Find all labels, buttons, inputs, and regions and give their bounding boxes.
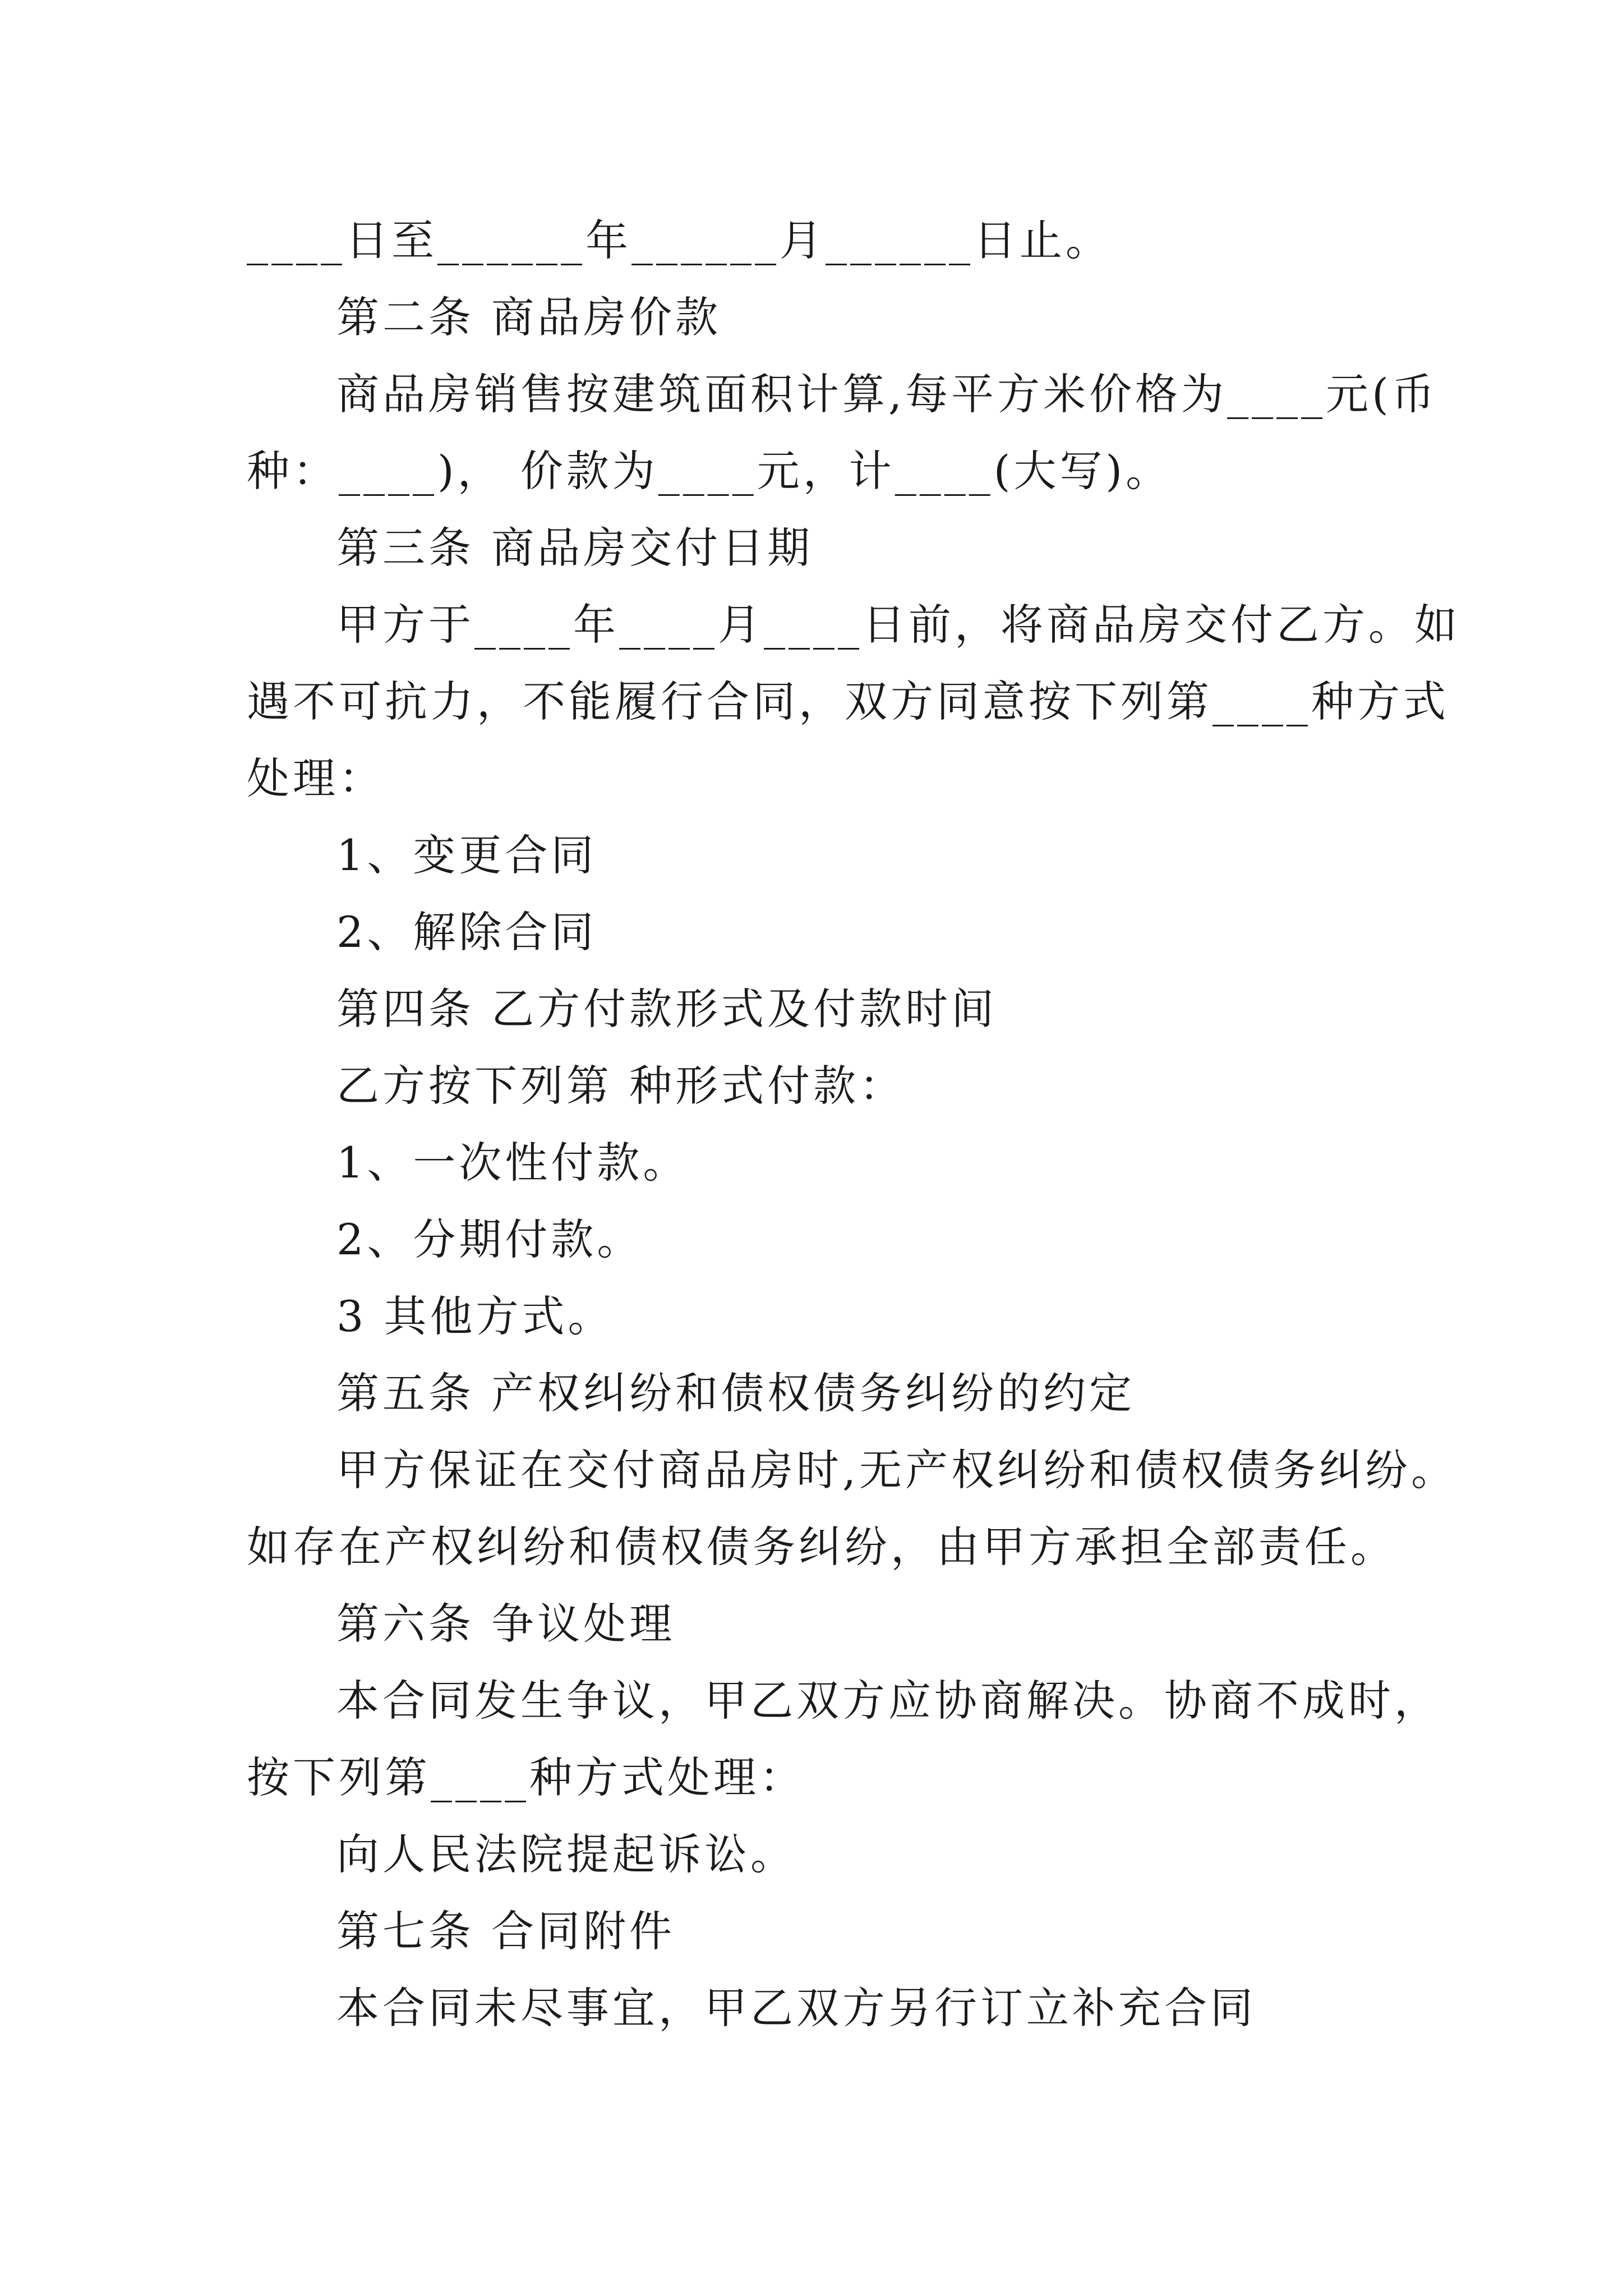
text-line: 向人民法院提起诉讼。 (336, 1829, 796, 1879)
text-line: 种：____)， 价款为____元，计____(大写)。 (247, 446, 1172, 496)
article-heading: 第二条 商品房价款 (336, 292, 722, 342)
list-item: 3 其他方式。 (336, 1291, 614, 1341)
list-item: 1、一次性付款。 (336, 1138, 689, 1188)
article-heading: 第四条 乙方付款形式及付款时间 (336, 984, 998, 1034)
text-line: 本合同未尽事宜，甲乙双方另行订立补充合同 (336, 1983, 1256, 2033)
article-heading: 第六条 争议处理 (336, 1599, 676, 1649)
text-line: 如存在产权纠纷和债权债务纠纷，由甲方承担全部责任。 (247, 1522, 1396, 1572)
text-line: 遇不可抗力，不能履行合同，双方同意按下列第____种方式 (247, 677, 1449, 726)
document-body (247, 202, 1460, 2046)
text-line: 甲方于____年____月____日前，将商品房交付乙方。如 (336, 600, 1460, 650)
article-heading: 第五条 产权纠纷和债权债务纠纷的约定 (336, 1368, 1136, 1418)
text-line: ____日至______年______月______日止。 (247, 215, 1112, 265)
text-line: 本合同发生争议，甲乙双方应协商解决。协商不成时， (336, 1676, 1440, 1726)
list-item: 1、变更合同 (336, 830, 597, 880)
list-item: 2、解除合同 (336, 907, 597, 957)
text-line: 乙方按下列第 种形式付款： (336, 1061, 906, 1111)
article-heading: 第三条 商品房交付日期 (336, 523, 814, 573)
list-item: 2、分期付款。 (336, 1214, 643, 1264)
text-line: 甲方保证在交付商品房时,无产权纠纷和债权债务纠纷。 (336, 1445, 1458, 1495)
text-line: 处理： (247, 753, 385, 803)
text-line: 按下列第____种方式处理： (247, 1752, 805, 1802)
text-line: 商品房销售按建筑面积计算,每平方米价格为____元(币 (336, 369, 1438, 419)
article-heading: 第七条 合同附件 (336, 1906, 676, 1956)
